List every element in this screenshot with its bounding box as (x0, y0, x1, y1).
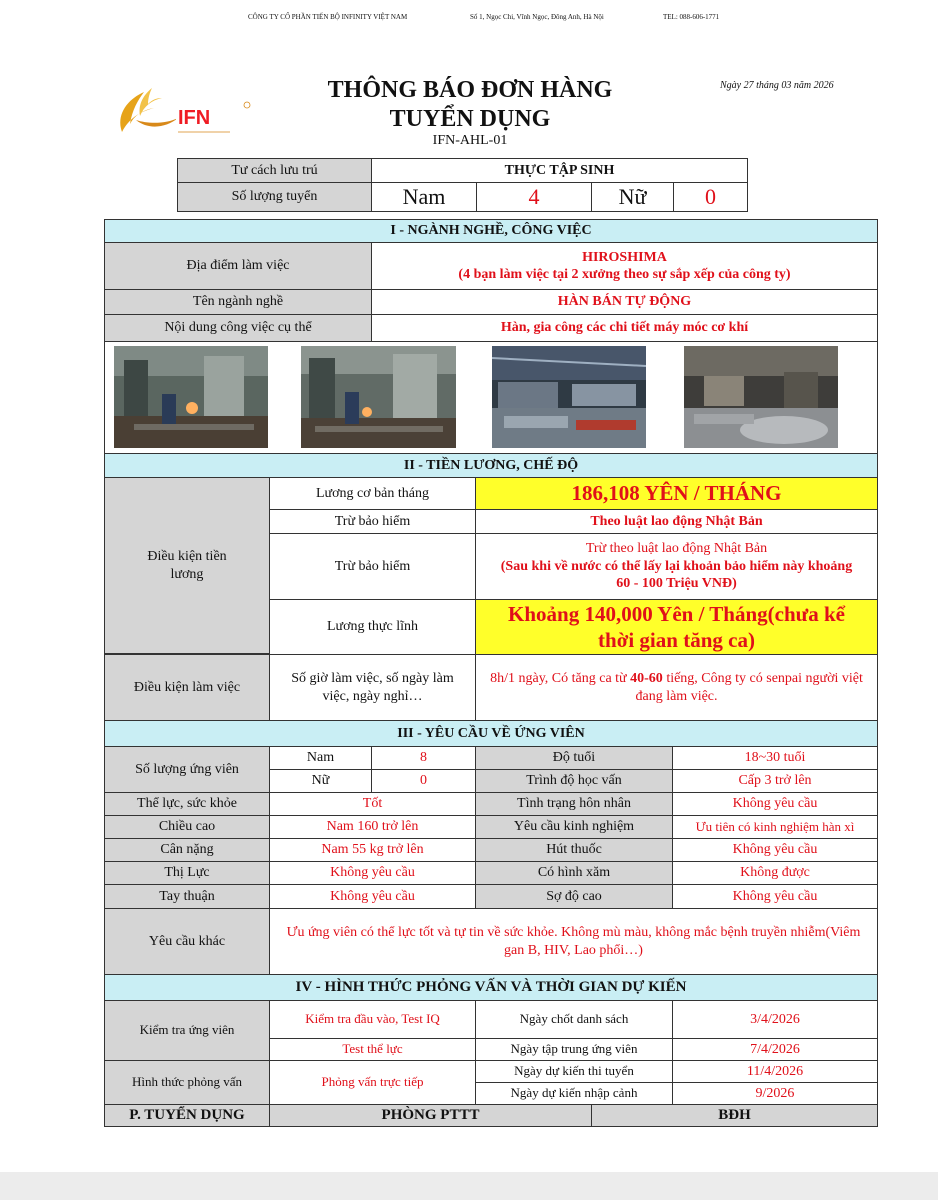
content-label: Nội dung công việc cụ thể (104, 314, 372, 342)
eyesight-label: Thị Lực (104, 861, 270, 885)
content-value: Hàn, gia công các chi tiết máy móc cơ khí (371, 314, 878, 342)
salary-condition-label: Điều kiện tiền lương (104, 477, 270, 654)
male-label: Nam (371, 182, 477, 212)
interview-label: Hình thức phỏng vấn (104, 1060, 270, 1105)
quantity-label: Số lượng tuyển (177, 182, 372, 212)
check-value-2: Test thể lực (269, 1038, 476, 1061)
section-1-header: I - NGÀNH NGHỀ, CÔNG VIỆC (104, 219, 878, 243)
weight-label: Cân nặng (104, 838, 270, 862)
document-code: IFN-AHL-01 (432, 133, 508, 148)
work-hours-label: Số giờ làm việc, số ngày làm việc, ngày nghỉ… (269, 654, 476, 721)
other-requirements-label: Yêu cầu khác (104, 908, 270, 975)
entry-value: 9/2026 (672, 1082, 878, 1105)
work-hours-value: 8h/1 ngày, Có tăng ca từ 40-60 tiếng, Công ty có senpai người việt đang làm việc. (475, 654, 878, 721)
age-value: 18~30 tuổi (672, 746, 878, 770)
location-note: (4 bạn làm việc tại 2 xưởng theo sự sắp xếp của công ty) (458, 267, 791, 282)
deadline-label: Ngày chốt danh sách (475, 1000, 673, 1039)
section-3-header: III - YÊU CẦU VỀ ỨNG VIÊN (104, 720, 878, 747)
tattoo-label: Có hình xăm (475, 861, 673, 885)
candidates-male-count: 8 (371, 746, 476, 770)
document-title: THÔNG BÁO ĐƠN HÀNG (327, 77, 613, 103)
insurance-value-1: Theo luật lao động Nhật Bản (475, 509, 878, 534)
base-salary-label: Lương cơ bản tháng (269, 477, 476, 510)
insurance-label-1: Trừ bảo hiểm (269, 509, 476, 534)
job-value: HÀN BÁN TỰ ĐỘNG (371, 289, 878, 315)
net-salary-value: Khoảng 140,000 Yên / Tháng(chưa kể thời gian tăng ca) (475, 599, 878, 655)
interview-value: Phỏng vấn trực tiếp (269, 1060, 476, 1105)
height-label: Chiều cao (104, 815, 270, 839)
candidates-male-label: Nam (269, 746, 372, 770)
exam-label: Ngày dự kiến thi tuyển (475, 1060, 673, 1083)
insurance-note-1: Trừ theo luật lao động Nhật Bản (585, 541, 768, 557)
health-label: Thể lực, sức khỏe (104, 792, 270, 816)
work-condition-label: Điều kiện làm việc (104, 654, 270, 721)
status-value: THỰC TẬP SINH (371, 158, 748, 183)
other-requirements-value: Ưu ứng viên có thể lực tốt và tự tin về sức khỏe. Không mù màu, không mắc bệnh truyền nhiễm(Viêm gan B, HIV, Lao phổi…) (269, 908, 878, 975)
health-value: Tốt (269, 792, 476, 816)
marital-label: Tình trạng hôn nhân (475, 792, 673, 816)
company-name: CÔNG TY CỔ PHẦN TIẾN BỘ INFINITY VIỆT NAM (248, 13, 408, 21)
education-label: Trình độ học vấn (475, 769, 673, 793)
section-2-header: II - TIỀN LƯƠNG, CHẾ ĐỘ (104, 453, 878, 478)
experience-value: Ưu tiên có kinh nghiệm hàn xì (672, 815, 878, 839)
eyesight-value: Không yêu cầu (269, 861, 476, 885)
weight-value: Nam 55 kg trở lên (269, 838, 476, 862)
document-date: Ngày 27 tháng 03 năm 2026 (720, 80, 834, 91)
location-value (371, 242, 878, 290)
company-header-bar (0, 0, 938, 34)
status-label: Tư cách lưu trú (177, 158, 372, 183)
check-label: Kiểm tra ứng viên (104, 1000, 270, 1061)
insurance-value-2 (475, 533, 878, 600)
location-label: Địa điểm làm việc (104, 242, 372, 290)
candidates-female-label: Nữ (269, 769, 372, 793)
candidates-female-count: 0 (371, 769, 476, 793)
footer-recruitment-dept: P. TUYỂN DỤNG (104, 1104, 270, 1127)
smoking-label: Hút thuốc (475, 838, 673, 862)
heights-fear-label: Sợ độ cao (475, 884, 673, 909)
deadline-value: 3/4/2026 (672, 1000, 878, 1039)
footer-board: BĐH (591, 1104, 878, 1127)
gather-value: 7/4/2026 (672, 1038, 878, 1061)
marital-value: Không yêu cầu (672, 792, 878, 816)
bottom-margin (0, 1172, 938, 1200)
location-city: HIROSHIMA (582, 249, 667, 265)
footer-pttt-dept: PHÒNG PTTT (269, 1104, 592, 1127)
gather-label: Ngày tập trung ứng viên (475, 1038, 673, 1061)
job-label: Tên ngành nghề (104, 289, 372, 315)
svg-text:IFN: IFN (178, 107, 211, 129)
heights-fear-value: Không yêu cầu (672, 884, 878, 909)
document-subtitle: TUYỂN DỤNG (389, 106, 551, 132)
workshop-photo-1 (114, 346, 268, 448)
handedness-label: Tay thuận (104, 884, 270, 909)
entry-label: Ngày dự kiến nhập cảnh (475, 1082, 673, 1105)
workshop-photo-4 (684, 346, 838, 448)
tattoo-value: Không được (672, 861, 878, 885)
education-value: Cấp 3 trở lên (672, 769, 878, 793)
base-salary-value: 186,108 YÊN / THÁNG (475, 477, 878, 510)
workshop-photo-2 (301, 346, 456, 448)
company-tel: TEL: 088-606-1771 (663, 13, 720, 21)
ifn-logo (108, 80, 260, 142)
company-address: Số 1, Ngọc Chi, Vĩnh Ngọc, Đông Anh, Hà Nội (470, 13, 604, 21)
workshop-photo-3 (492, 346, 646, 448)
handedness-value: Không yêu cầu (269, 884, 476, 909)
exam-value: 11/4/2026 (672, 1060, 878, 1083)
female-label: Nữ (591, 182, 674, 212)
male-count: 4 (476, 182, 592, 212)
height-value: Nam 160 trở lên (269, 815, 476, 839)
section-4-header: IV - HÌNH THỨC PHỎNG VẤN VÀ THỜI GIAN DỰ KIẾN (104, 974, 878, 1001)
smoking-value: Không yêu cầu (672, 838, 878, 862)
net-salary-label: Lương thực lĩnh (269, 599, 476, 655)
experience-label: Yêu cầu kinh nghiệm (475, 815, 673, 839)
age-label: Độ tuổi (475, 746, 673, 770)
check-value-1: Kiểm tra đầu vào, Test IQ (269, 1000, 476, 1039)
female-count: 0 (673, 182, 748, 212)
insurance-note-2: (Sau khi về nước có thể lấy lại khoản bảo hiểm này khoảng 60 - 100 Triệu VNĐ) (500, 558, 853, 592)
insurance-label-2: Trừ bảo hiểm (269, 533, 476, 600)
candidates-label: Số lượng ứng viên (104, 746, 270, 793)
